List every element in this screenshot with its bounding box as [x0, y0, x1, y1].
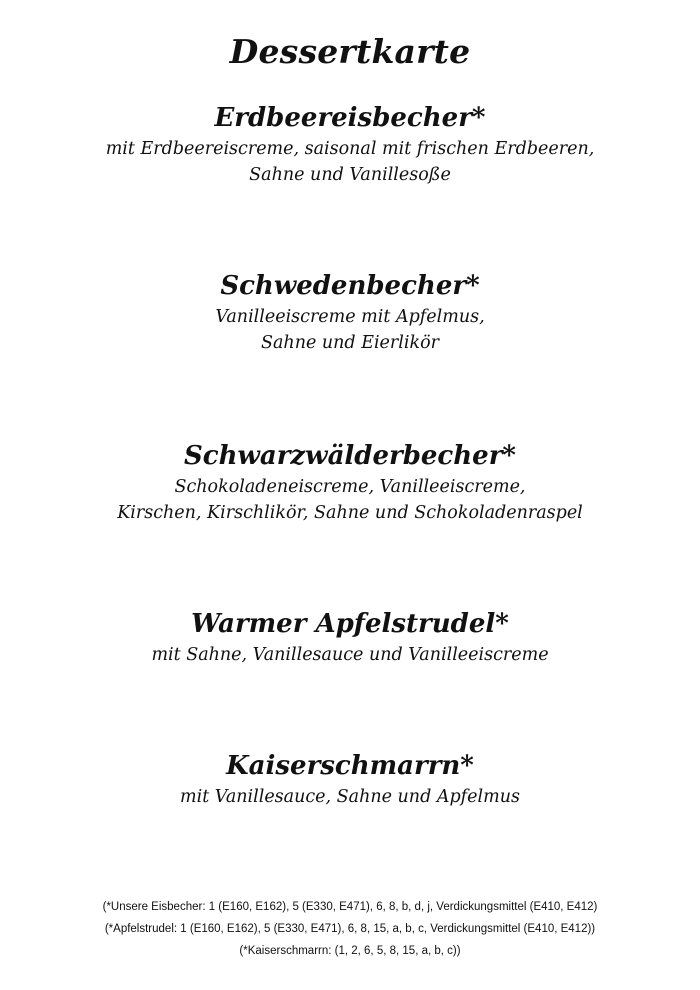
menu-item-name: Warmer Apfelstrudel* [191, 609, 509, 639]
menu-item-description-line: Vanilleeiscreme mit Apfelmus, [215, 307, 485, 327]
menu-item-description-line: Sahne und Vanillesoße [249, 165, 451, 185]
allergen-footnotes [0, 896, 700, 962]
menu-item-kaiserschmarrn [0, 748, 700, 810]
menu-item-schwedenbecher [0, 268, 700, 356]
menu-item-description-line: Schokoladeneiscreme, Vanilleeiscreme, [174, 477, 526, 497]
page-title: Dessertkarte [229, 32, 471, 71]
menu-item-erdbeereisbecher [0, 100, 700, 188]
menu-item-name: Schwarzwälderbecher* [183, 441, 517, 471]
menu-item-description-line: mit Erdbeereiscreme, saisonal mit frischen Erdbeeren, [105, 139, 595, 159]
footnote-line: (*Unsere Eisbecher: 1 (E160, E162), 5 (E330, E471), 6, 8, b, d, j, Verdickungsmittel (E410, E412) [102, 901, 598, 913]
menu-item-name: Erdbeereisbecher* [214, 103, 486, 133]
menu-item-name: Kaiserschmarrn* [226, 751, 474, 781]
menu-item-description-line: Sahne und Eierlikör [261, 333, 439, 353]
footnote-line: (*Apfelstrudel: 1 (E160, E162), 5 (E330, E471), 6, 8, 15, a, b, c, Verdickungsmittel (E410, E412)) [104, 923, 596, 935]
menu-item-description-line: mit Vanillesauce, Sahne und Apfelmus [180, 787, 520, 807]
menu-item-description-line: mit Sahne, Vanillesauce und Vanilleeiscreme [151, 645, 549, 665]
menu-item-schwarzwaelderbecher [0, 438, 700, 526]
menu-item-warmer-apfelstrudel [0, 606, 700, 668]
menu-item-description-line: Kirschen, Kirschlikör, Sahne und Schokoladenraspel [117, 503, 583, 523]
footnote-line: (*Kaiserschmarrn: (1, 2, 6, 5, 8, 15, a, b, c)) [239, 945, 461, 957]
menu-item-name: Schwedenbecher* [220, 271, 480, 301]
